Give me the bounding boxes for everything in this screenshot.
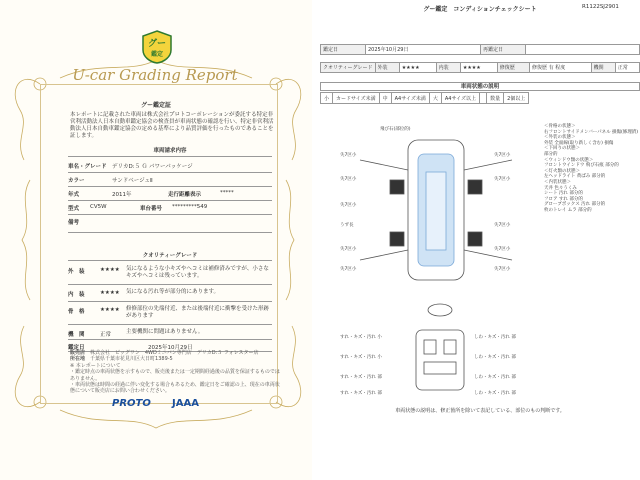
note-line: 右フロントサイドメンバーパネル 損傷(修理済) bbox=[544, 129, 639, 135]
grade-stars: ★★★★ bbox=[100, 290, 120, 296]
certificate-notes bbox=[70, 350, 280, 395]
sheet-title: グー鑑定 コンディションチェックシート bbox=[423, 6, 537, 13]
dealer-line: 販売店 株式会社 ビッグワン 4WDミニバン専門店 デリカD:５ フォレスター店 bbox=[70, 350, 259, 356]
vehicle-model-label: 型式 bbox=[68, 206, 80, 212]
grade-exterior bbox=[68, 262, 272, 285]
vehicle-remarks-label: 備考 bbox=[68, 220, 80, 226]
diagram-label: 失7区小 bbox=[340, 247, 357, 252]
symbol-cell: カードサイズ未満 bbox=[333, 93, 380, 104]
quality-table bbox=[320, 62, 640, 73]
diagram-label: 失7区小 bbox=[340, 153, 357, 158]
goo-kantei-badge-icon bbox=[140, 30, 174, 64]
grade-label: 外 装 bbox=[68, 269, 85, 275]
sheet-footer: 車両状態の説明は、修正箇所を除いて表記している、部位のもの判断です。 bbox=[395, 408, 565, 414]
engine-value: 正常 bbox=[615, 63, 639, 73]
note-line: ＜灯火類の状態＞ bbox=[544, 168, 580, 174]
quality-section-heading: クオリティーグレード bbox=[142, 253, 198, 259]
vehicle-mileage-value: ***** bbox=[220, 190, 234, 196]
vehicle-year-value: 2011年 bbox=[112, 192, 132, 198]
repair-value: 修復歴 有 程度 bbox=[530, 63, 592, 73]
vehicle-model-value: CV5W bbox=[90, 204, 107, 210]
note-line: 外装 全面線(取り新しく含む) 損傷 bbox=[544, 140, 614, 146]
car-interior-view bbox=[416, 304, 464, 390]
diagram-label: 失7区小 bbox=[494, 247, 511, 252]
recheck-label: 再鑑定日 bbox=[481, 45, 526, 55]
grade-stars: 正常 bbox=[100, 332, 112, 338]
symbol-cell: 小 bbox=[321, 93, 333, 104]
note-line: 部分的 bbox=[544, 151, 558, 157]
symbol-cell: A4サイズ未満 bbox=[391, 93, 429, 104]
address-line: 所在地 千葉県千葉市花見川区大日町1389-5 bbox=[70, 356, 173, 363]
svg-text:鑑定: 鑑定 bbox=[150, 51, 164, 58]
symbol-cell: A4サイズ以上 bbox=[441, 93, 479, 104]
note-line: シート 汚れ 部分的 bbox=[544, 191, 583, 197]
explanation-heading: 車両状態の説明 bbox=[320, 82, 640, 91]
car-top-view bbox=[360, 140, 512, 280]
symbol-cell: 2個以上 bbox=[504, 93, 529, 104]
certificate-statement: 本レポートに記載された車両は株式会社プロトコーポレーションが委託する特定非営利活動法人日本自動車鑑定協会の検査員が車両状態の確認を行い、特定非営利活動法人日本自動車鑑定協会の定める基準により品質評価を行ったものであることを証します。 bbox=[70, 112, 274, 139]
note-line: 天井 色々うくみ bbox=[544, 185, 577, 191]
date-table bbox=[320, 44, 640, 55]
vehicle-color-label: カラー bbox=[68, 178, 85, 184]
date-value: 2025年10月29日 bbox=[366, 45, 481, 55]
vehicle-name-label: 車名・グレード bbox=[68, 164, 107, 170]
vehicle-year-row bbox=[68, 186, 272, 201]
appraisal-date-value: 2025年10月29日 bbox=[148, 345, 193, 351]
note-line: ＜内装状態＞ bbox=[544, 179, 571, 185]
diagram-label: 失7区小 bbox=[340, 203, 357, 208]
interior-label: しわ・キズ・汚れ 部 bbox=[474, 391, 516, 396]
appraisal-date-label: 鑑定日 bbox=[68, 345, 85, 351]
engine-label: 機関 bbox=[591, 63, 615, 73]
diagram-label: 失7区小 bbox=[494, 223, 511, 228]
symbol-cell: 中 bbox=[379, 93, 391, 104]
note-line: 左ヘッドライト 黄ばみ 部分的 bbox=[544, 174, 606, 180]
note-line: ＜骨格の状態＞ bbox=[544, 124, 576, 129]
symbol-cell bbox=[480, 93, 487, 104]
diagram-label: 失7区小 bbox=[494, 177, 511, 182]
condition-check-sheet bbox=[320, 0, 640, 480]
svg-text:グー: グー bbox=[147, 39, 167, 49]
note-line: ＜下回りの状態＞ bbox=[544, 146, 580, 152]
diagram-label: うず長 bbox=[340, 223, 354, 228]
vehicle-section-heading: 車両請求内容 bbox=[68, 146, 272, 157]
vehicle-vin-value: *********549 bbox=[172, 204, 208, 210]
quality-label: クオリティーグレード bbox=[321, 63, 376, 73]
note-line: ＜ウィンドウ類の状態＞ bbox=[544, 157, 594, 163]
diagram-label: 失7区小 bbox=[340, 177, 357, 182]
vehicle-color-value: サンドベージュⅡ bbox=[112, 178, 153, 184]
grade-description: 修修部位の先端付近、または後端付近に衝撃を受けた形跡があります bbox=[126, 306, 270, 319]
diagram-label: 失7区小 bbox=[340, 267, 357, 272]
recheck-value bbox=[526, 45, 640, 55]
vehicle-vin-label: 車台番号 bbox=[140, 206, 163, 212]
symbol-cell: 数量 bbox=[487, 93, 504, 104]
grade-label: 骨 格 bbox=[68, 309, 85, 315]
interior-label: すれ・キズ・汚れ 小 bbox=[340, 335, 382, 340]
report-title: U-car Grading Report bbox=[72, 66, 238, 84]
vehicle-name-row bbox=[68, 158, 272, 173]
interior-label: すれ・キズ・汚れ 小 bbox=[340, 355, 382, 360]
interior-label: しわ・キズ・汚れ 部 bbox=[474, 375, 516, 380]
vehicle-color-row bbox=[68, 172, 272, 187]
grade-label: 内 装 bbox=[68, 292, 85, 298]
grade-frame bbox=[68, 302, 272, 325]
interior-label: しわ・キズ・汚れ 部 bbox=[474, 335, 516, 340]
condition-notes bbox=[544, 124, 640, 214]
grade-description: 主要機関に問題はありません。 bbox=[126, 329, 204, 335]
sheet-id: R1122SJ2901 bbox=[582, 4, 619, 10]
interior-label: しわ・キズ・汚れ 部 bbox=[474, 355, 516, 360]
vehicle-mileage-label: 走行距離表示 bbox=[168, 192, 202, 198]
diagram-label: 失7区小 bbox=[494, 267, 511, 272]
grade-description: 気になる汚れ等が部分的にあります。 bbox=[126, 289, 220, 295]
exterior-label: 外装 bbox=[375, 63, 399, 73]
vehicle-remarks-row bbox=[68, 214, 272, 233]
note-line: ・鑑定時点の車両状態を示すもので、販売後または一定期間経過後の品質を保証するものではありません。 bbox=[70, 369, 280, 382]
grade-engine bbox=[68, 325, 272, 340]
symbol-size-table bbox=[320, 92, 529, 104]
grade-stars: ★★★★ bbox=[100, 267, 120, 273]
quality-section-heading-row bbox=[68, 248, 272, 261]
jaaa-logo: JAAA bbox=[172, 398, 199, 409]
note-line: 枚のトレイ ムラ 部分的 bbox=[544, 207, 592, 213]
vehicle-name-value: デリカD:５ Ｇ パワーパッケージ bbox=[112, 164, 193, 170]
exterior-value: ★★★★ bbox=[399, 63, 436, 73]
footer-logos bbox=[112, 398, 232, 412]
interior-label: すれ・キズ・汚れ 部 bbox=[340, 375, 382, 380]
grading-certificate bbox=[0, 0, 312, 480]
grade-stars: ★★★★ bbox=[100, 307, 120, 313]
grade-label: 機 関 bbox=[68, 332, 85, 338]
diagram-label: 飛び石(部位的) bbox=[380, 127, 411, 132]
note-line: フロア すれ 部分的 bbox=[544, 196, 583, 202]
certificate-subtitle: グー鑑定証 bbox=[140, 102, 171, 109]
interior-label: 内装 bbox=[436, 63, 460, 73]
note-line: ※ 本レポートについて bbox=[70, 362, 121, 369]
diagram-label: 失7区小 bbox=[494, 153, 511, 158]
interior-value: ★★★★ bbox=[460, 63, 497, 73]
repair-label: 修復歴 bbox=[497, 63, 529, 73]
note-line: フロントウインドウ 飛び石痕 部分的 bbox=[544, 163, 619, 169]
interior-label: すれ・キズ・汚れ 部 bbox=[340, 391, 382, 396]
proto-logo: PROTO bbox=[112, 398, 151, 409]
note-line: ・車両状態は時間の経過に伴い変化する場合もあるため、鑑定日をご確認の上、現在の車両状態について販売店にお問い合わせください。 bbox=[70, 382, 280, 395]
symbol-cell: 大 bbox=[429, 93, 441, 104]
note-line: ＜外装の状態＞ bbox=[544, 135, 576, 141]
date-label: 鑑定日 bbox=[321, 45, 366, 55]
grade-description: 気になるような小キズやヘコミは補修済みですが、小さなキズやヘコミは残っています。 bbox=[126, 266, 269, 279]
vehicle-year-label: 年式 bbox=[68, 192, 80, 198]
grade-interior bbox=[68, 285, 272, 302]
vehicle-model-row bbox=[68, 200, 272, 215]
note-line: グローブボックス 汚れ 部分的 bbox=[544, 202, 606, 208]
